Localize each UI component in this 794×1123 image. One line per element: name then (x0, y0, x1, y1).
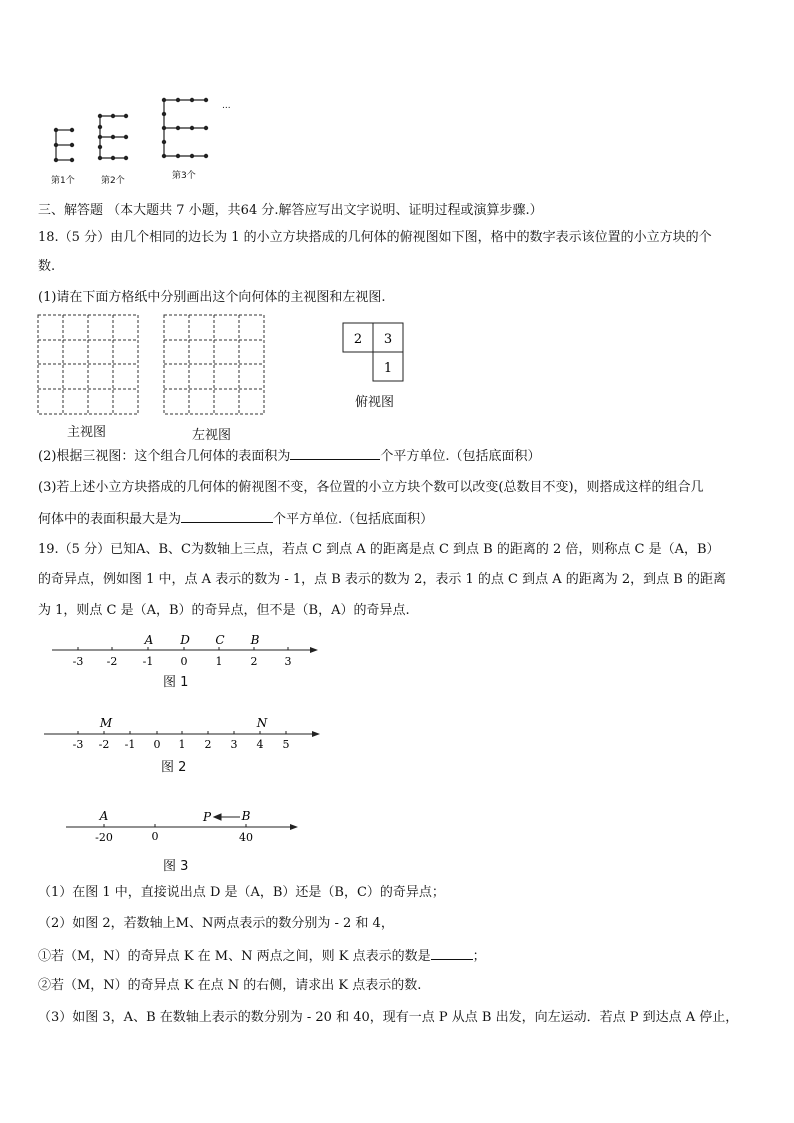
pattern-figure-2 (98, 114, 127, 159)
fig2-tick-label: 0 (153, 738, 161, 751)
left-view-grid (162, 313, 268, 417)
q19-sub2-2: ②若（M，N）的奇异点 K 在点 N 的右侧，请求出 K 点表示的数. (38, 978, 422, 993)
number-line-fig2 (40, 712, 330, 754)
q19-stem-line2: 的奇异点，例如图 1 中，点 A 表示的数为 - 1，点 B 表示的数为 2，表示 1 的点 C 到点 A 的距离为 2，到点 B 的距离 (38, 572, 726, 587)
fig1-tick-label: 1 (215, 655, 223, 668)
pattern-label-3: 第3个 (172, 171, 196, 181)
q19-sub2-1 (38, 945, 486, 967)
number-line-fig3 (62, 805, 312, 847)
fig2-tick-label: 5 (282, 738, 290, 751)
fig3-point-b: B (241, 809, 251, 823)
q19-sub3: （3）如图 3，A、B 在数轴上表示的数分别为 - 20 和 40，现有一点 P 从点 B 出发，向左运动．若点 P 到达点 A 停止， (38, 1010, 739, 1025)
fig1-point-c: C (215, 633, 225, 647)
fig1-caption: 图 1 (163, 675, 189, 690)
fig1-tick-label: 0 (180, 655, 188, 668)
q18-part2-answer-blank[interactable] (290, 445, 380, 460)
q19-stem-line3: 为 1，则点 C 是（A，B）的奇异点，但不是（B，A）的奇异点. (38, 603, 410, 618)
fig2-tick-label: -1 (124, 738, 136, 751)
q19-sub2-1-end: ； (472, 949, 486, 964)
q18-part2-text: (2)根据三视图：这个组合几何体的表面积为 (38, 449, 291, 464)
top-view-cell-2: 3 (383, 332, 393, 347)
q19-sub1: （1）在图 1 中，直接说出点 D 是（A，B）还是（B，C）的奇异点； (38, 885, 445, 900)
fig1-tick-label: -1 (142, 655, 154, 668)
pattern-label-2: 第2个 (101, 176, 125, 186)
fig2-tick-label: 2 (204, 738, 212, 751)
pattern-figure-3 (162, 98, 207, 157)
fig3-caption: 图 3 (163, 859, 189, 874)
fig3-tick-label: -20 (95, 831, 113, 844)
fig2-point-m: M (99, 716, 113, 730)
q19-sub2: （2）如图 2，若数轴上M、N两点表示的数分别为 - 2 和 4， (38, 916, 394, 931)
q18-part2 (38, 445, 541, 467)
q18-part3-text-end: 个平方单位.（包括底面积） (273, 512, 434, 527)
fig3-arrow-left-icon (214, 814, 240, 820)
fig2-tick-label: -3 (72, 738, 84, 751)
fig1-point-d: D (180, 633, 190, 647)
pattern-figure-1 (54, 128, 73, 161)
q18-part3-line2 (38, 508, 433, 530)
fig2-tick-label: -2 (98, 738, 110, 751)
fig3-point-p: P (202, 810, 212, 824)
top-view-cell-3: 1 (383, 361, 393, 376)
top-view-caption: 俯视图 (355, 395, 395, 410)
q18-stem-line2: 数. (38, 259, 56, 274)
fig2-tick-label: 1 (178, 738, 186, 751)
fig1-point-a: A (144, 633, 154, 647)
front-view-caption: 主视图 (67, 425, 107, 440)
fig1-tick-label: -2 (106, 655, 118, 668)
number-line-fig1 (48, 628, 328, 670)
fig3-tick-label: 40 (239, 831, 253, 844)
pattern-ellipsis: ... (222, 101, 231, 111)
q18-stem-line1: 18.（5 分）由几个相同的边长为 1 的小立方块搭成的几何体的俯视图如下图，格中的数字表示该位置的小立方块的个 (38, 230, 712, 245)
top-view-cell-1: 2 (353, 332, 363, 347)
fig1-tick-label: 3 (284, 655, 292, 668)
q18-part3-answer-blank[interactable] (181, 508, 273, 523)
fig3-tick-label: 0 (151, 830, 159, 843)
q18-part1: (1)请在下面方格纸中分别画出这个向何体的主视图和左视图. (38, 290, 386, 305)
pattern-label-1: 第1个 (51, 176, 75, 186)
q18-part2-text-end: 个平方单位.（包括底面积） (380, 449, 541, 464)
left-view-caption: 左视图 (192, 428, 232, 443)
fig2-caption: 图 2 (161, 760, 187, 775)
q18-part3-line1: (3)若上述小立方块搭成的几何体的俯视图不变，各位置的小立方块个数可以改变(总数目不变)，则搭成这样的组合几 (38, 480, 704, 495)
fig2-point-n: N (256, 716, 268, 730)
fig1-tick-label: 2 (250, 655, 258, 668)
q18-part3-text: 何体中的表面积最大是为 (38, 512, 182, 527)
fig1-tick-label: -3 (72, 655, 84, 668)
fig2-tick-label: 3 (230, 738, 238, 751)
fig2-tick-label: 4 (256, 738, 264, 751)
top-view-figure (340, 320, 410, 385)
fig3-point-a: A (99, 809, 109, 823)
q19-stem-line1: 19.（5 分）已知A、B、C为数轴上三点，若点 C 到点 A 的距离是点 C 到点 B 的距离的 2 倍，则称点 C 是（A，B） (38, 542, 720, 557)
section-heading: 三、解答题 （本大题共 7 小题，共64 分.解答应写出文字说明、证明过程或演算步骤.） (38, 203, 543, 218)
fig1-point-b: B (250, 633, 260, 647)
front-view-grid (36, 313, 142, 417)
q19-sub2-1-answer-blank[interactable] (431, 945, 473, 960)
q19-sub2-1-text: ①若（M，N）的奇异点 K 在 M、N 两点之间，则 K 点表示的数是 (38, 949, 431, 964)
